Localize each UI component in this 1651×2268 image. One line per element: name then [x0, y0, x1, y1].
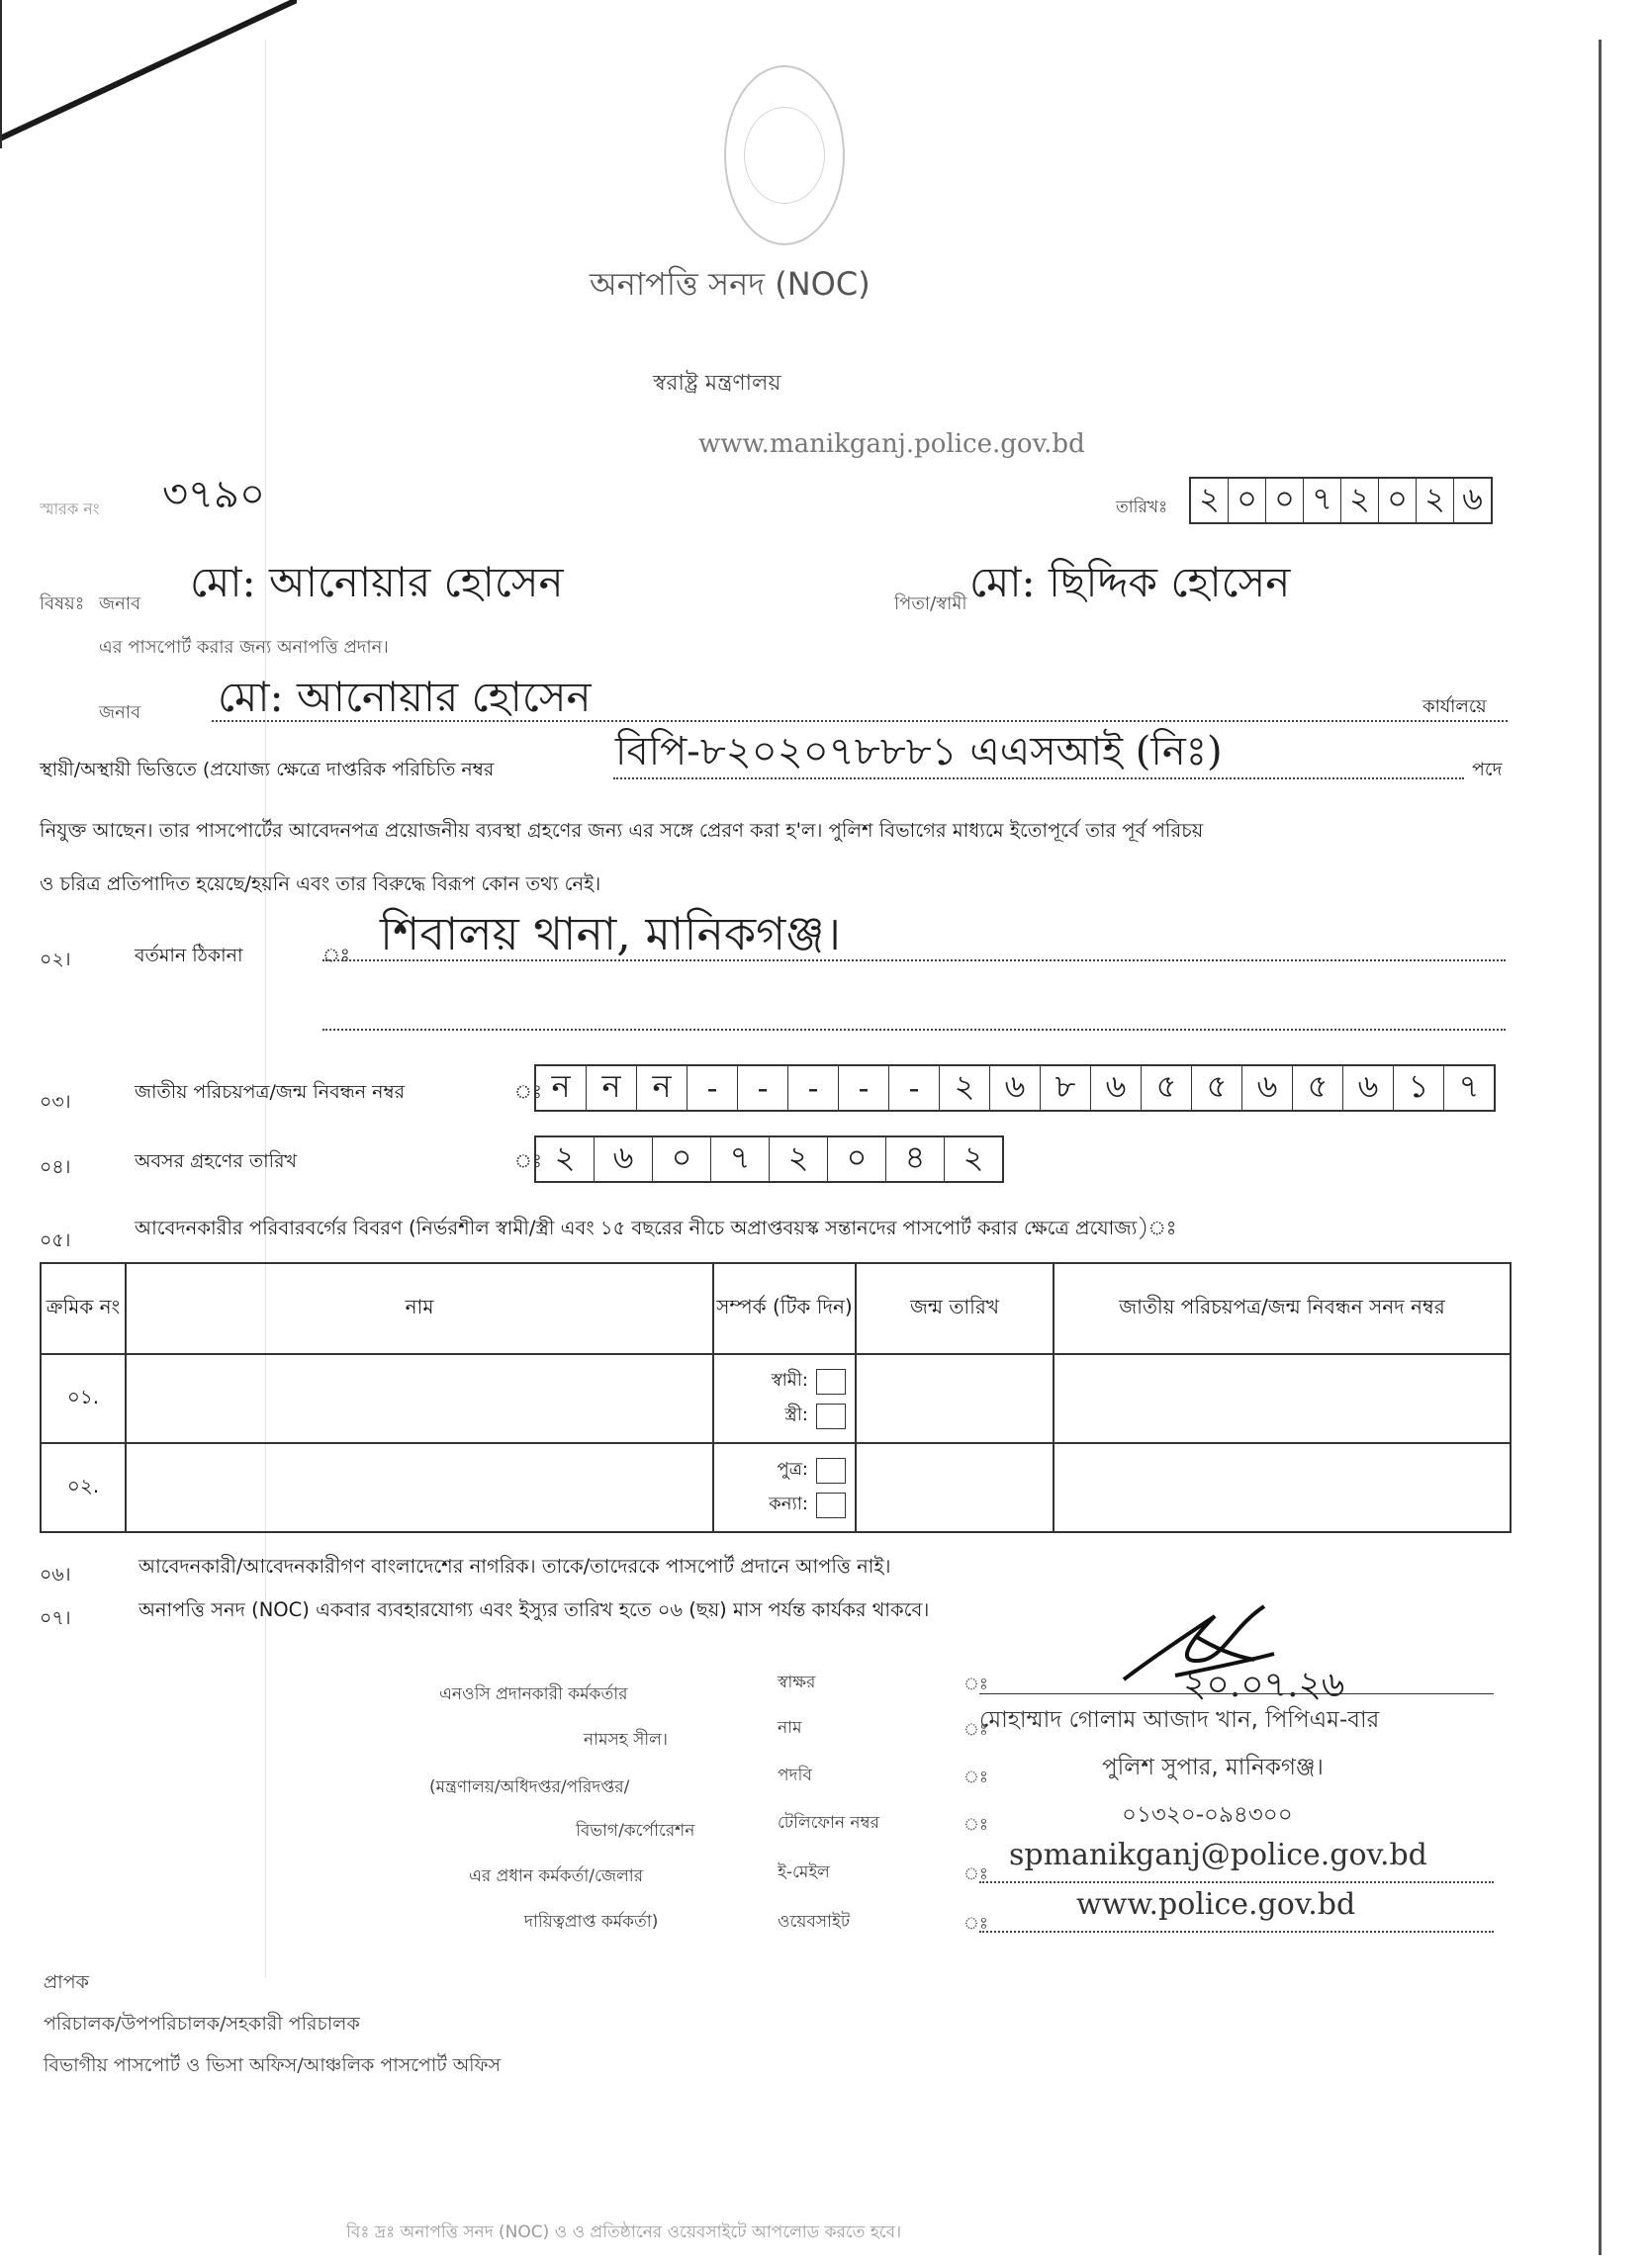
- date-boxes: [1189, 477, 1493, 524]
- item-03-label: জাতীয় পরিচয়পত্র/জন্ম নিবন্ধন নম্বর: [135, 1081, 406, 1103]
- date-digit-box-5: ২: [1341, 479, 1379, 522]
- retirement-digit-box-7: ৪: [886, 1137, 945, 1181]
- daughter-checkbox[interactable]: [816, 1493, 846, 1518]
- date-digit-box-2: ০: [1229, 479, 1266, 522]
- nid-digit-box-1: ন: [536, 1066, 587, 1110]
- retirement-digit-box-1: ২: [536, 1137, 595, 1181]
- col-nid: জাতীয় পরিচয়পত্র/জন্ম নিবন্ধন সনদ নম্বর: [1054, 1263, 1511, 1354]
- nid-digit-box-12: ৬: [1091, 1066, 1142, 1110]
- emblem-seal: [724, 65, 845, 245]
- signature-colon: ঃ: [963, 1675, 988, 1694]
- item-06-text: আবেদনকারী/আবেদনকারীগণ বাংলাদেশের নাগরিক। তাকে/তাদেরকে পাসপোর্ট প্রদানে আপত্তি নাই।: [138, 1555, 891, 1578]
- present-address: শিবালয় থানা, মানিকগঞ্জ।: [380, 907, 842, 960]
- official-id-and-post: বিপি-৮২০২০৭৮৮৮১ এএসআই (নিঃ): [615, 729, 1223, 774]
- signature-underline: [979, 1693, 1494, 1694]
- email-label: ই-মেইল: [778, 1862, 830, 1882]
- father-name: মো: ছিদ্দিক হোসেন: [969, 558, 1291, 606]
- item-02-colon: ঃ: [322, 945, 350, 966]
- body-line-2: নিযুক্ত আছেন। তার পাসপোর্টের আবেদনপত্র প্রয়োজনীয় ব্যবস্থা গ্রহণের জন্য এর সঙ্গে প্রেরণ করা হ'ল। পুলিশ বিভাগের মাধ্যমে ইতোপূর্বে তার পূর্ব পরিচয়: [40, 819, 1204, 842]
- date-digit-box-4: ৭: [1304, 479, 1341, 522]
- nid-digit-box-9: ২: [940, 1066, 990, 1110]
- nid-digit-box-18: ১: [1394, 1066, 1444, 1110]
- email-colon: ঃ: [963, 1864, 988, 1884]
- name-label: নাম: [778, 1718, 802, 1738]
- recipient-line-2: বিভাগীয় পাসপোর্ট ও ভিসা অফিস/আঞ্চলিক পাসপোর্ট অফিস: [44, 2054, 502, 2076]
- officer-designation: পুলিশ সুপার, মানিকগঞ্জ।: [1102, 1755, 1324, 1780]
- item-02-label: বর্তমান ঠিকানা: [135, 945, 243, 966]
- retirement-digit-box-6: ০: [828, 1137, 886, 1181]
- nid-digit-box-19: ৭: [1458, 1067, 1480, 1105]
- item-06-number: ০৬।: [40, 1564, 71, 1586]
- date-digit-box-6: ০: [1379, 479, 1417, 522]
- officer-left-1: এনওসি প্রদানকারী কর্মকর্তার: [439, 1684, 628, 1704]
- nid-digit-box-4: -: [688, 1066, 738, 1110]
- nid-digit-box-2: ন: [587, 1066, 637, 1110]
- website-field-colon: ঃ: [963, 1914, 988, 1934]
- nid-digit-box-16: ৫: [1293, 1066, 1343, 1110]
- row-2-nid[interactable]: [1054, 1443, 1511, 1532]
- row-1-dob[interactable]: [856, 1354, 1054, 1443]
- memo-number: ৩৭৯০: [162, 472, 265, 517]
- nid-digit-box-11: ৮: [1041, 1066, 1091, 1110]
- basis-text: স্থায়ী/অস্থায়ী ভিত্তিতে (প্রযোজ্য ক্ষেত্রে দাপ্তরিক পরিচিতি নম্বর: [40, 759, 495, 780]
- nid-digit-box-6: -: [788, 1066, 839, 1110]
- subject-label: বিষয়ঃ: [40, 593, 85, 614]
- designation-colon: ঃ: [963, 1768, 988, 1787]
- retirement-digit-box-8: ২: [963, 1138, 984, 1176]
- name-colon: ঃ: [963, 1720, 988, 1740]
- retirement-digit-box-5: ২: [770, 1137, 828, 1181]
- officer-left-2: নামসহ সীল।: [584, 1730, 668, 1750]
- memo-label: স্মারক নং: [40, 499, 100, 518]
- ministry-heading: স্বরাষ্ট্র মন্ত্রণালয়: [653, 371, 781, 396]
- row-2-relation: [713, 1443, 856, 1532]
- col-dob: জন্ম তারিখ: [856, 1263, 1054, 1354]
- item-05-number: ০৫।: [40, 1229, 71, 1251]
- officer-left-6: দায়িত্বপ্রাপ্ত কর্মকর্তা): [524, 1912, 659, 1932]
- nid-digit-box-3: ন: [637, 1066, 688, 1110]
- table-row: [41, 1443, 1511, 1532]
- header-website: www.manikganj.police.gov.bd: [698, 429, 1085, 459]
- phone-colon: ঃ: [963, 1815, 988, 1835]
- officer-email: spmanikganj@police.gov.bd: [1009, 1838, 1427, 1872]
- nid-digit-box-5: -: [738, 1066, 788, 1110]
- retirement-digit-box-2: ৬: [595, 1137, 653, 1181]
- email-underline: [979, 1881, 1494, 1883]
- row-1-name[interactable]: [126, 1354, 713, 1443]
- relation-husband-label: স্বামী:: [771, 1370, 808, 1391]
- husband-checkbox[interactable]: [816, 1369, 846, 1395]
- relation-son-label: পুত্র:: [777, 1459, 808, 1480]
- father-label: পিতা/স্বামী: [894, 593, 967, 614]
- officer-left-5: এর প্রধান কর্মকর্তা/জেলার: [469, 1866, 644, 1886]
- item-04-label: অবসর গ্রহণের তারিখ: [135, 1150, 298, 1172]
- recipient-heading: প্রাপক: [44, 1971, 89, 1993]
- nid-digit-box-14: ৫: [1192, 1066, 1242, 1110]
- document-title: অনাপত্তি সনদ (NOC): [590, 265, 871, 303]
- item-04-colon: ঃ: [514, 1150, 542, 1172]
- right-page-edge: [1599, 40, 1602, 2255]
- nid-digit-box-15: ৬: [1242, 1066, 1293, 1110]
- signature-label: স্বাক্ষর: [778, 1673, 816, 1692]
- subject-tail: এর পাসপোর্ট করার জন্য অনাপত্তি প্রদান।: [99, 637, 389, 658]
- office-suffix: কার্যালয়ে: [1422, 696, 1487, 717]
- signature-date: ২০.০৭.২৬: [1183, 1665, 1345, 1705]
- officer-left-3: (মন্ত্রণালয়/অধিদপ্তর/পরিদপ্তর/: [429, 1777, 630, 1797]
- col-name: নাম: [126, 1263, 713, 1354]
- body-title: জনাব: [99, 702, 141, 723]
- col-serial: ক্রমিক নং: [41, 1263, 126, 1354]
- relation-daughter-label: কন্যা:: [769, 1494, 808, 1514]
- row-2-serial: ০২.: [41, 1443, 126, 1532]
- id-underline: [613, 777, 1464, 779]
- address-line-1: [322, 959, 1506, 961]
- date-digit-box-8: ৬: [1462, 480, 1483, 517]
- retirement-date-boxes: [534, 1135, 1004, 1183]
- date-digit-box-1: ২: [1191, 479, 1229, 522]
- left-fold-line: [265, 40, 266, 1978]
- row-1-serial: ০১.: [41, 1354, 126, 1443]
- item-07-text: অনাপত্তি সনদ (NOC) একবার ব্যবহারযোগ্য এবং ইস্যুর তারিখ হতে ০৬ (ছয়) মাস পর্যন্ত কার্যকর থাকবে।: [138, 1598, 930, 1621]
- col-relation: সম্পর্ক (টিক দিন): [713, 1263, 856, 1354]
- post-suffix: পদে: [1472, 759, 1503, 780]
- officer-website: www.police.gov.bd: [1076, 1887, 1356, 1922]
- table-row: [41, 1354, 1511, 1443]
- retirement-digit-box-3: ০: [653, 1137, 711, 1181]
- officer-left-4: বিভাগ/কর্পোরেশন: [576, 1821, 695, 1841]
- nid-digit-box-17: ৬: [1343, 1066, 1394, 1110]
- row-1-relation: [713, 1354, 856, 1443]
- item-07-number: ০৭।: [40, 1607, 71, 1629]
- address-line-2: [322, 1029, 1506, 1031]
- item-03-number: ০৩।: [40, 1091, 71, 1113]
- date-digit-box-3: ০: [1266, 479, 1304, 522]
- row-1-nid[interactable]: [1054, 1354, 1511, 1443]
- body-line-3: ও চরিত্র প্রতিপাদিত হয়েছে/হয়নি এবং তার বিরুদ্ধে বিরূপ কোন তথ্য নেই।: [40, 872, 601, 895]
- wife-checkbox[interactable]: [816, 1404, 846, 1429]
- body-applicant-name: মো: আনোয়ার হোসেন: [218, 673, 592, 721]
- phone-label: টেলিফোন নম্বর: [778, 1813, 879, 1833]
- recipient-line-1: পরিচালক/উপপরিচালক/সহকারী পরিচালক: [44, 2013, 360, 2035]
- folded-corner: [0, 0, 297, 148]
- son-checkbox[interactable]: [816, 1458, 846, 1484]
- nid-digit-box-7: -: [839, 1066, 889, 1110]
- relation-wife-label: স্ত্রী:: [784, 1405, 808, 1425]
- date-label: তারিখঃ: [1116, 498, 1168, 517]
- date-digit-box-7: ২: [1417, 479, 1454, 522]
- row-2-name[interactable]: [126, 1443, 713, 1532]
- subject-title: জনাব: [99, 593, 141, 614]
- subject-applicant-name: মো: আনোয়ার হোসেন: [190, 558, 564, 606]
- family-table: [40, 1262, 1512, 1533]
- officer-name: মোহাম্মাদ গোলাম আজাদ খান, পিপিএম-বার: [979, 1707, 1380, 1733]
- officer-phone: ০১৩২০-০৯৪৩০০: [1122, 1802, 1293, 1828]
- website-underline: [979, 1931, 1494, 1933]
- nid-digit-box-8: -: [889, 1066, 940, 1110]
- retirement-digit-box-4: ৭: [711, 1137, 770, 1181]
- designation-label: পদবি: [778, 1766, 812, 1785]
- item-02-number: ০২।: [40, 949, 71, 970]
- footnote: বিঃ দ্রঃ অনাপত্তি সনদ (NOC) ও ও প্রতিষ্ঠানের ওয়েবসাইটে আপলোড করতে হবে।: [346, 2223, 902, 2242]
- item-04-number: ০৪।: [40, 1156, 71, 1178]
- item-03-colon: ঃ: [514, 1081, 542, 1103]
- nid-digit-box-10: ৬: [990, 1066, 1041, 1110]
- item-05-label: আবেদনকারীর পরিবারবর্গের বিবরণ (নির্ভরশীল স্বামী/স্ত্রী এবং ১৫ বছরের নীচে অপ্রাপ্তবয়স্ক সন্তানদের পাসপোর্ট করার ক্ষেত্রে প্রযোজ্য)ঃ: [135, 1217, 1177, 1239]
- row-2-dob[interactable]: [856, 1443, 1054, 1532]
- nid-boxes: [534, 1064, 1496, 1112]
- website-field-label: ওয়েবসাইট: [778, 1912, 851, 1932]
- nid-digit-box-13: ৫: [1142, 1066, 1192, 1110]
